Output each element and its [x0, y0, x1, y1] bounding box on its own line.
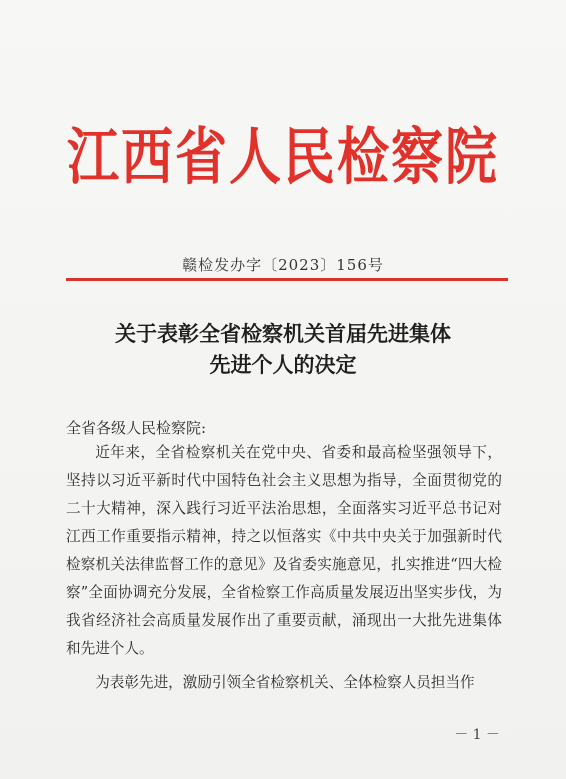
document-title [0, 318, 566, 380]
document-title-line-1: 关于表彰全省检察机关首届先进集体 [115, 321, 451, 346]
body-text [66, 439, 502, 697]
page-number: － 1 － [454, 727, 500, 743]
body-paragraph-1: 近年来，全省检察机关在党中央、省委和最高检坚强领导下，坚持以习近平新时代中国特色社会主义思想为指导，全面贯彻党的二十大精神，深入践行习近平法治思想，全面落实习近平总书记对江西工作重要指示精神，持之以恒落实《中共中央关于加强新时代检察机关法律监督工作的意见》及省委实施意见，扎实推进“四大检察”全面协调充分发展，全省检察工作高质量发展迈出坚实步伐，为我省经济社会高质量发展作出了重要贡献，涌现出一大批先进集体和先进个人。 [66, 444, 502, 657]
issuing-organization-title: 江西省人民检察院 [66, 121, 499, 194]
document-number: 赣检发办字〔2023〕156号 [182, 256, 384, 274]
salutation: 全省各级人民检察院: [66, 419, 207, 437]
document-title-line-2: 先进个人的决定 [209, 352, 357, 377]
red-header-rule [66, 278, 508, 281]
body-paragraph-2: 为表彰先进，激励引领全省检察机关、全体检察人员担当作 [95, 674, 475, 691]
